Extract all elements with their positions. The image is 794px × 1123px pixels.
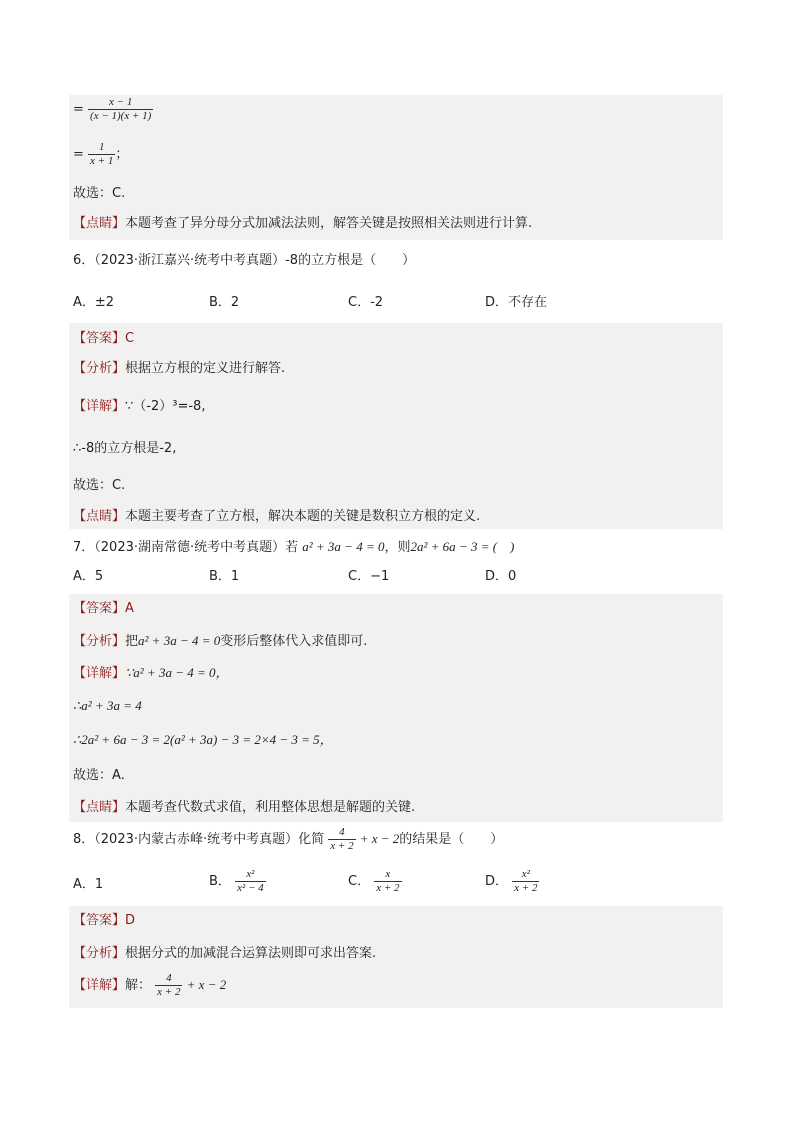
- q8-stem: 8．（2023·内蒙古赤峰·统考中考真题）化简 $\frac{4}{x + 2}$ + x − 2的结果是（ ）: [73, 826, 504, 852]
- q7-step3: ∴2a² + 6a − 3 = 2(a² + 3a) − 3 = 2×4 − 3 = 5，: [73, 732, 333, 747]
- fraction: $\frac{4}{x + 2}$: [330, 826, 354, 852]
- q6-choice: 故选：C.: [73, 478, 126, 493]
- fraction: $\frac{4}{x + 2}$: [157, 972, 181, 998]
- q6-option-d[interactable]: D．不存在: [485, 295, 548, 310]
- q6-answer: 【答案】C: [73, 331, 135, 346]
- q5-comment: 【点睛】本题考查了异分母分式加减法法则，解答关键是按照相关法则进行计算.: [73, 216, 533, 231]
- q6-option-c[interactable]: C．-2: [348, 295, 384, 310]
- fraction: $\frac{\text{x²}}{x + 2}$: [514, 868, 538, 894]
- q7-option-b[interactable]: B．1: [209, 569, 240, 584]
- q6-options: [73, 294, 713, 314]
- q6-option-a[interactable]: A．±2: [73, 295, 115, 310]
- q7-answer: 【答案】A: [73, 601, 134, 616]
- q5-choice: 故选：C.: [73, 186, 126, 201]
- q6-step2: ∴-8的立方根是-2,: [73, 441, 177, 456]
- q6-solution-block: [69, 323, 723, 529]
- q7-choice: 故选：A.: [73, 768, 125, 783]
- q8-detail: 【详解】解： $\frac{4}{x + 2}$ + x − 2: [73, 972, 227, 998]
- q6-option-b[interactable]: B．2: [209, 295, 240, 310]
- q6-analysis: 【分析】根据立方根的定义进行解答.: [73, 361, 286, 376]
- fraction: $\frac{x - 1}{(x - 1)(x + 1)}$: [90, 96, 152, 122]
- q5-step-result: = $\frac{1}{x + 1}$ ；: [73, 141, 129, 167]
- q8-option-c[interactable]: C． $\frac{x}{x + 2}$: [348, 868, 400, 894]
- q7-detail: 【详解】∵a² + 3a − 4 = 0，: [73, 665, 229, 681]
- q6-stem: 6．（2023·浙江嘉兴·统考中考真题）-8的立方根是（ ）: [73, 253, 416, 268]
- q8-option-b[interactable]: B． $\frac{\text{x²}}{\text{x² − 4}}$: [209, 868, 264, 894]
- q8-options: [73, 868, 713, 902]
- q7-option-d[interactable]: D．0: [485, 569, 517, 584]
- q8-option-d[interactable]: D． $\frac{\text{x²}}{x + 2}$: [485, 868, 538, 894]
- q8-answer: 【答案】D: [73, 913, 136, 928]
- q7-option-a[interactable]: A．5: [73, 569, 104, 584]
- fraction: $\frac{1}{x + 1}$: [90, 141, 114, 167]
- q7-stem: 7．（2023·湖南常德·统考中考真题）若 a² + 3a − 4 = 0，则2a² + 6a − 3 = ( ): [73, 539, 515, 555]
- q7-comment: 【点睛】本题考查代数式求值，利用整体思想是解题的关键.: [73, 800, 416, 815]
- fraction: $\frac{x}{x + 2}$: [376, 868, 400, 894]
- q7-options: [73, 568, 713, 588]
- q7-solution-block: [69, 594, 723, 822]
- q8-analysis: 【分析】根据分式的加减混合运算法则即可求出答案.: [73, 946, 377, 961]
- q7-option-c[interactable]: C．−1: [348, 569, 390, 584]
- q6-comment: 【点睛】本题主要考查了立方根，解决本题的关键是数积立方根的定义.: [73, 509, 481, 524]
- q5-step-fraction: = $\frac{x - 1}{(x - 1)(x + 1)}$: [73, 96, 152, 122]
- q7-step2: ∴a² + 3a = 4: [73, 698, 142, 713]
- q8-option-a[interactable]: A．1: [73, 877, 104, 892]
- q7-analysis: 【分析】把a² + 3a − 4 = 0变形后整体代入求值即可.: [73, 633, 368, 649]
- q6-detail: 【详解】∵（-2）³=-8,: [73, 399, 206, 414]
- fraction: $\frac{\text{x²}}{\text{x² − 4}}$: [237, 868, 264, 894]
